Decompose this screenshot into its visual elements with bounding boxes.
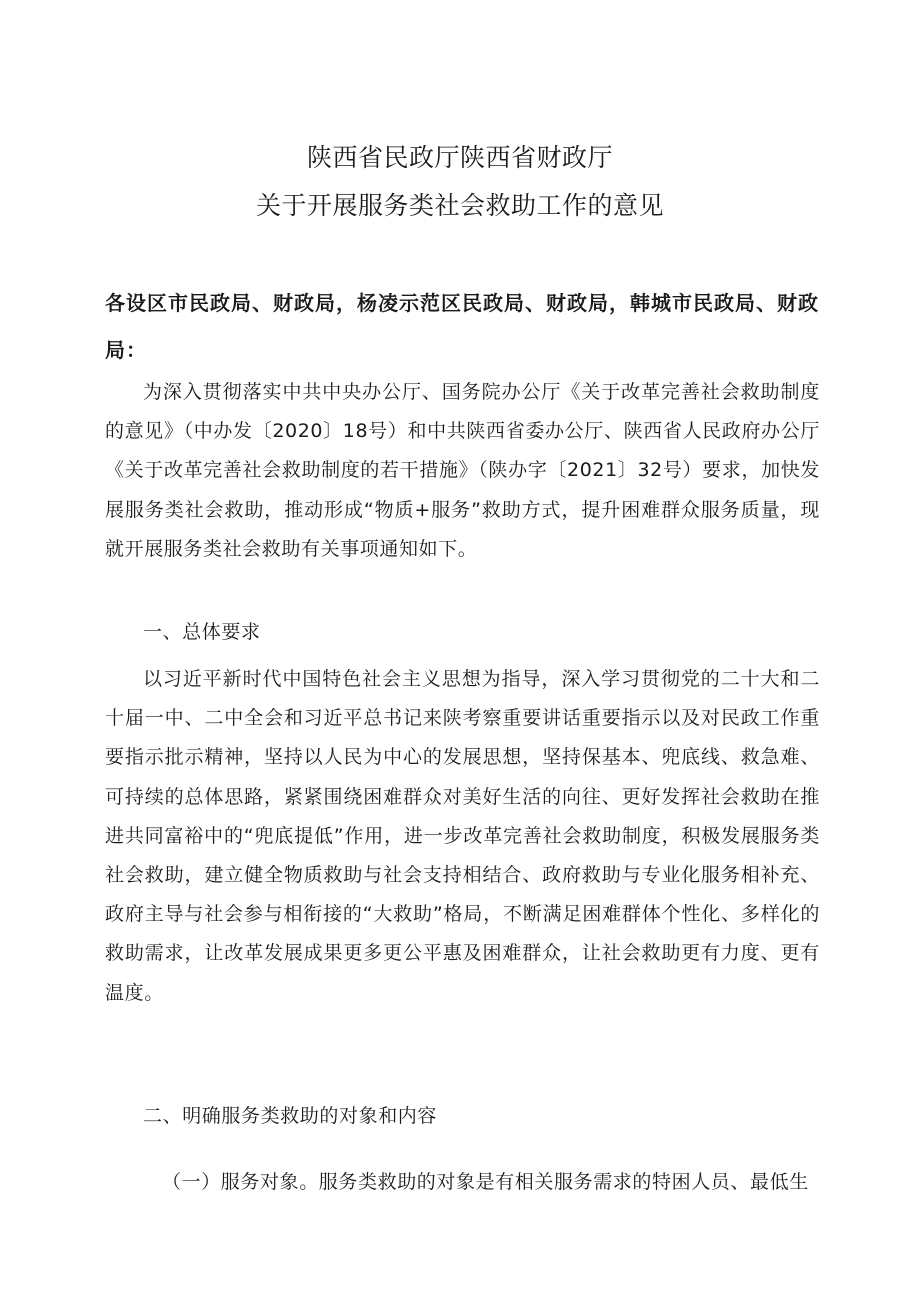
document-title-line2: 关于开展服务类社会救助工作的意见 bbox=[255, 191, 664, 220]
document-title-line1: 陕西省民政厅陕西省财政厅 bbox=[306, 143, 613, 172]
section-heading-general-requirements: 一、总体要求 bbox=[143, 621, 261, 643]
recipients-line: 各设区市民政局、财政局，杨凌示范区民政局、财政局，韩城市民政局、财政局： bbox=[105, 291, 819, 362]
service-objects-paragraph: （一）服务对象。服务类救助的对象是有相关服务需求的特困人员、最低生 bbox=[162, 1171, 809, 1193]
general-requirements-paragraph: 以习近平新时代中国特色社会主义思想为指导，深入学习贯彻党的二十大和二十届一中、二中全会和习近平总书记来陕考察重要讲话重要指示以及对民政工作重要指示批示精神，坚持以人民为中心的发展思想，坚持保基本、兜底线、救急难、可持续的总体思路，紧紧围绕困难群众对美好生活的向往、更好发挥社会救助在推进共同富裕中的“兜底提低”作用，进一步改革完善社会救助制度，积极发展服务类社会救助，建立健全物质救助与社会支持相结合、政府救助与专业化服务相补充、政府主导与社会参与相衔接的“大救助”格局，不断满足困难群体个性化、多样化的救助需求，让改革发展成果更多更公平惠及困难群众，让社会救助更有力度、更有温度。 bbox=[105, 668, 820, 1004]
section-heading-service-objects: 二、明确服务类救助的对象和内容 bbox=[143, 1105, 438, 1127]
intro-paragraph: 为深入贯彻落实中共中央办公厅、国务院办公厅《关于改革完善社会救助制度的意见》（中办发〔2020〕18号）和中共陕西省委办公厅、陕西省人民政府办公厅《关于改革完善社会救助制度的若干措施》（陕办字〔2021〕32号）要求，加快发展服务类社会救助，推动形成“物质+服务”救助方式，提升困难群众服务质量，现就开展服务类社会救助有关事项通知如下。 bbox=[105, 381, 820, 560]
